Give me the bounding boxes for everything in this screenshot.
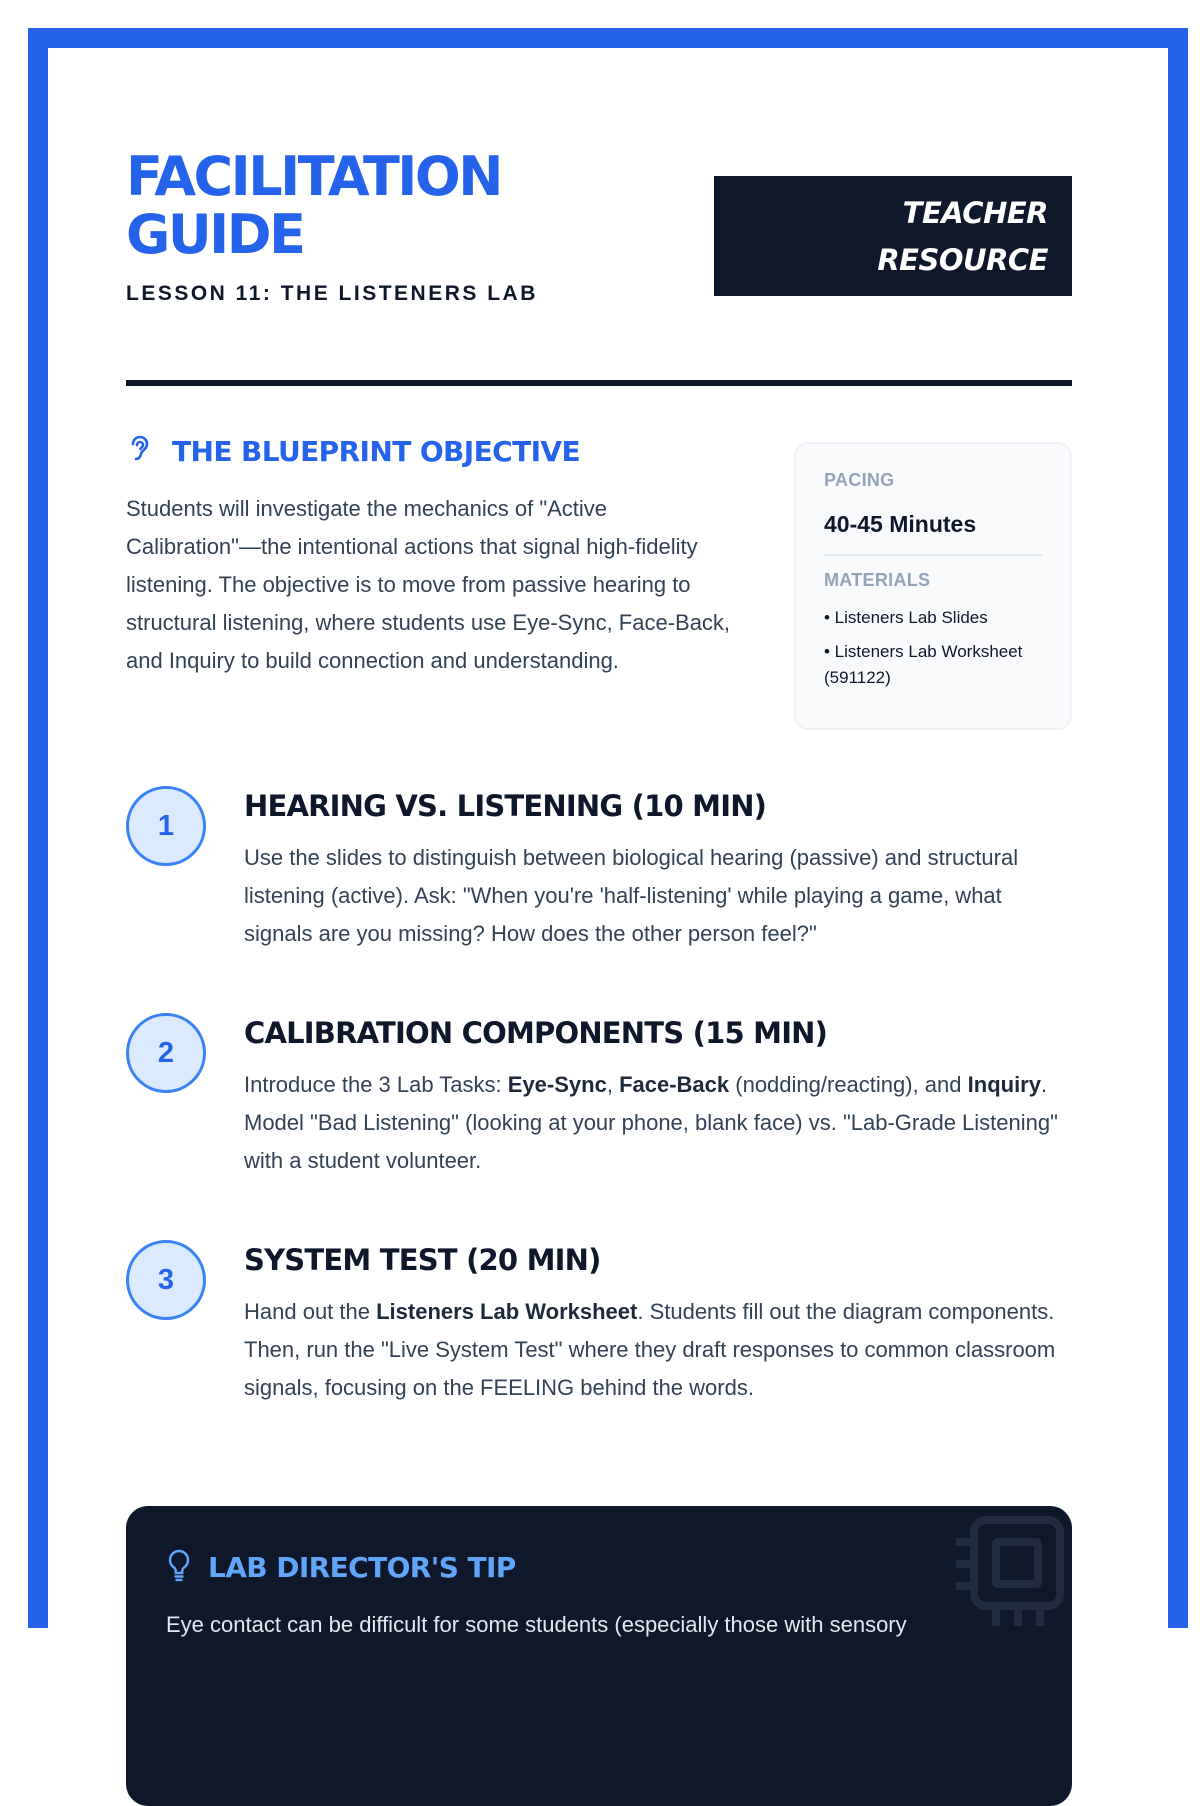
step-number-badge: 3 [126, 1240, 206, 1320]
text-run: (nodding/reacting), and [729, 1072, 968, 1097]
objective-text: Students will investigate the mechanics of "Active Calibration"—the intentional actions that signal high-fidelity listening. The objective is to move from passive hearing to structural listening, where students use Eye-Sync, Face-Back, and Inquiry to build connection and understanding. [126, 496, 731, 673]
objective-section [126, 426, 736, 680]
title-line-1: FACILITATION [126, 145, 501, 208]
step-title: HEARING VS. LISTENING (10 MIN) [244, 789, 767, 823]
step-text [244, 1293, 1072, 1407]
lightbulb-icon [166, 1548, 192, 1587]
materials-item: • Listeners Lab Slides [824, 608, 988, 627]
step-number-badge: 1 [126, 786, 206, 866]
term-inquiry: Inquiry [967, 1072, 1041, 1097]
badge-line-2: RESOURCE [877, 243, 1048, 277]
pacing-label: PACING [824, 470, 895, 490]
step-body [244, 1013, 1072, 1180]
text-run: Hand out the [244, 1299, 377, 1324]
step-text [244, 1066, 1072, 1180]
term-eye-sync: Eye-Sync [507, 1072, 607, 1097]
teacher-resource-badge [714, 176, 1072, 296]
guide-content [126, 126, 1072, 1637]
objective-heading [126, 426, 736, 476]
title-line-2: GUIDE [126, 203, 304, 266]
materials-label: MATERIALS [824, 570, 931, 590]
lab-director-tip [126, 1506, 1072, 1806]
lesson-subtitle: LESSON 11: THE LISTENERS LAB [126, 282, 538, 305]
header [126, 126, 1072, 305]
materials-list [824, 605, 1042, 691]
pacing-materials-card [794, 442, 1072, 730]
pacing-value: 40-45 Minutes [824, 511, 977, 537]
term-face-back: Face-Back [619, 1072, 730, 1097]
step-body [244, 1240, 1072, 1407]
tip-heading-text: LAB DIRECTOR'S TIP [208, 1551, 516, 1584]
page-title [126, 145, 646, 266]
text-run: Introduce the 3 Lab Tasks: [244, 1072, 508, 1097]
term-worksheet: Listeners Lab Worksheet [376, 1299, 638, 1324]
card-divider [824, 554, 1042, 556]
text-run: . Model "Bad Listening" (looking at your phone, blank face) vs. "Lab-Grade Listening" with a student volunteer. [244, 1072, 1058, 1173]
step-body [244, 786, 1072, 953]
ear-icon [126, 432, 154, 471]
text-run: , [606, 1072, 620, 1097]
badge-line-1: TEACHER [902, 196, 1048, 230]
step-text: Use the slides to distinguish between biological hearing (passive) and structural listening (active). Ask: "When you're 'half-listening' while playing a game, what signals are you missing? How does the other person feel?" [244, 845, 1019, 946]
text-run: . Students fill out the diagram components. Then, run the "Live System Test" where they draft responses to common classroom signals, focusing on the FEELING behind the words. [244, 1299, 1056, 1400]
step-title: SYSTEM TEST (20 MIN) [244, 1243, 601, 1277]
tip-text: Eye contact can be difficult for some students (especially those with sensory [166, 1612, 907, 1637]
header-divider [126, 380, 1072, 386]
tip-heading [166, 1548, 516, 1587]
objective-heading-text: THE BLUEPRINT OBJECTIVE [172, 434, 580, 468]
step-title: CALIBRATION COMPONENTS (15 MIN) [244, 1016, 828, 1050]
step-number-badge: 2 [126, 1013, 206, 1093]
materials-item: • Listeners Lab Worksheet (591122) [824, 642, 1023, 687]
page-frame [28, 28, 1188, 1637]
